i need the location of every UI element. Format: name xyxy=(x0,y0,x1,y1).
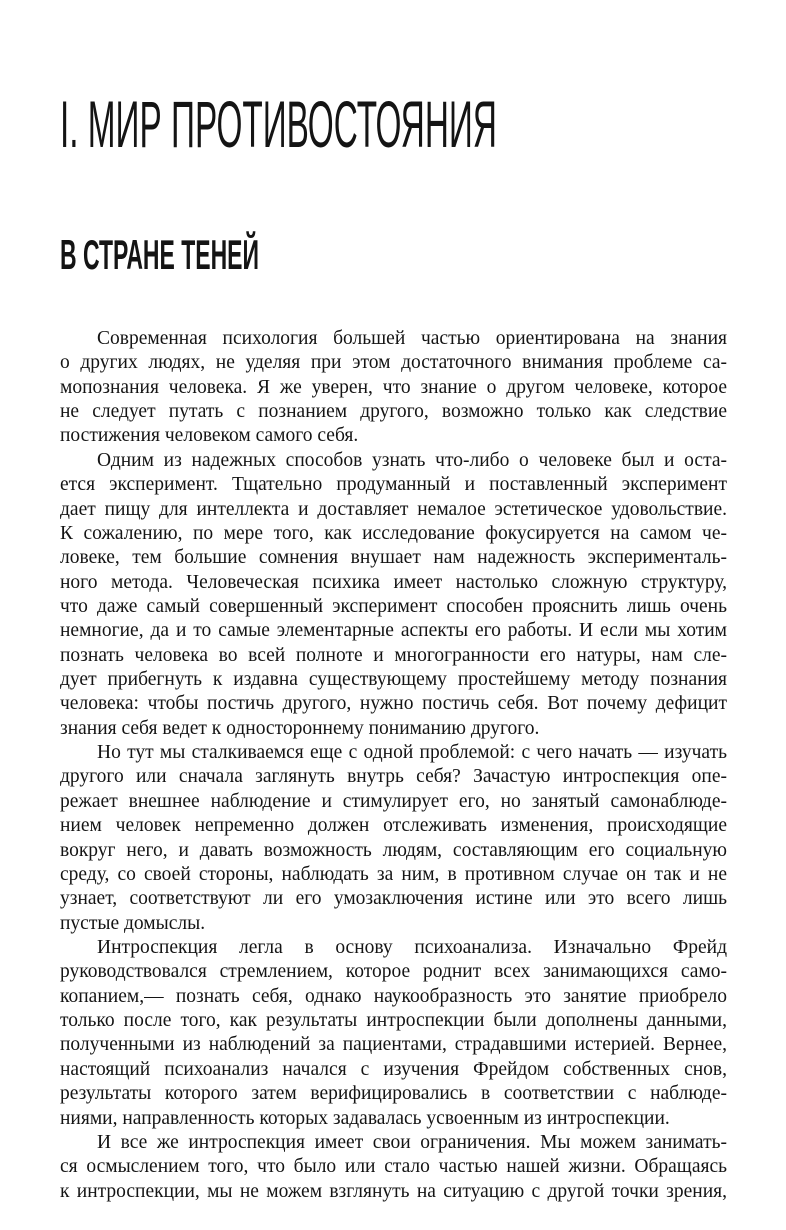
text-line: ся осмыслением того, что было или стало частью нашей жизни. Обращаясь xyxy=(60,1156,727,1178)
text-line: полученными из наблюдений за пациентами, страдавшими истерией. Вернее, xyxy=(60,1034,727,1056)
text-line: К сожалению, по мере того, как исследование фокусируется на самом че- xyxy=(60,522,727,544)
text-line: только после того, как результаты интроспекции были дополнены данными, xyxy=(60,1010,727,1032)
text-line: к интроспекции, мы не можем взглянуть на ситуацию с другой точки зрения, xyxy=(60,1180,727,1202)
text-line: ниями, направленность которых задавалась усвоенным из интроспекции. xyxy=(60,1107,670,1129)
text-line: дует прибегнуть к издавна существующему простейшему методу познания xyxy=(60,669,727,691)
text-line: Одним из надежных способов узнать что-либо о человеке был и оста- xyxy=(97,449,727,471)
paragraph xyxy=(60,936,727,1131)
text-line: Но тут мы сталкиваемся еще с одной проблемой: с чего начать — изучать xyxy=(97,742,727,764)
paragraph xyxy=(60,327,727,449)
text-line: мопознания человека. Я же уверен, что знание о другом человеке, которое xyxy=(60,376,727,398)
text-line: копанием,— познать себя, однако наукообразность это занятие приобрело xyxy=(60,985,727,1007)
text-line: не следует путать с познанием другого, возможно только как следствие xyxy=(60,401,727,423)
text-line: знания себя ведет к одностороннему пониманию другого. xyxy=(60,717,540,739)
text-line: результаты которого затем верифицировались в соответствии с наблюде- xyxy=(60,1083,727,1105)
text-line: вокруг него, и давать возможность людям, составляющим его социальную xyxy=(60,839,727,861)
section-title: В СТРАНЕ ТЕНЕЙ xyxy=(60,231,260,278)
text-line: о других людях, не уделяя при этом достаточного внимания проблеме са- xyxy=(60,352,727,374)
paragraph xyxy=(60,1131,727,1204)
text-line: ется эксперимент. Тщательно продуманный и поставленный эксперимент xyxy=(60,474,727,496)
text-line: что даже самый совершенный эксперимент способен прояснить лишь очень xyxy=(60,595,727,617)
text-line: Интроспекция легла в основу психоанализа. Изначально Фрейд xyxy=(97,936,727,958)
text-line: нием человек непременно должен отслеживать изменения, происходящие xyxy=(60,815,727,837)
text-line: ного метода. Человеческая психика имеет настолько сложную структуру, xyxy=(60,571,727,593)
text-line: среду, со своей стороны, наблюдать за ним, в противном случае он так и не xyxy=(60,863,727,885)
text-line: узнает, соответствуют ли его умозаключения истине или это всего лишь xyxy=(60,888,727,910)
paragraph xyxy=(60,741,727,936)
text-line: режает внешнее наблюдение и стимулирует его, но занятый самонаблюде- xyxy=(60,790,727,812)
chapter-title: I. МИР ПРОТИВОСТОЯНИЯ xyxy=(60,87,497,161)
text-line: дает пищу для интеллекта и доставляет немалое эстетическое удовольствие. xyxy=(60,498,727,520)
body-text xyxy=(60,327,727,1204)
paragraph xyxy=(60,449,727,741)
text-line: постижения человеком самого себя. xyxy=(60,425,359,447)
text-line: руководствовался стремлением, которое роднит всех занимающихся само- xyxy=(60,961,727,983)
text-line: ловеке, тем большие сомнения внушает нам надежность эксперименталь- xyxy=(60,547,727,569)
text-line: И все же интроспекция имеет свои ограничения. Мы можем занимать- xyxy=(97,1131,727,1153)
text-line: познать человека во всей полноте и многогранности его натуры, нам сле- xyxy=(60,644,727,666)
text-line: человека: чтобы постичь другого, нужно постичь себя. Вот почему дефицит xyxy=(60,693,727,715)
text-line: настоящий психоанализ начался с изучения Фрейдом собственных снов, xyxy=(60,1058,727,1080)
text-line: пустые домыслы. xyxy=(60,912,206,934)
text-line: Современная психология большей частью ориентирована на знания xyxy=(97,328,727,349)
text-line: немногие, да и то самые элементарные аспекты его работы. И если мы хотим xyxy=(60,620,727,642)
text-line: другого или сначала заглянуть внутрь себя? Зачастую интроспекция опе- xyxy=(60,766,727,788)
